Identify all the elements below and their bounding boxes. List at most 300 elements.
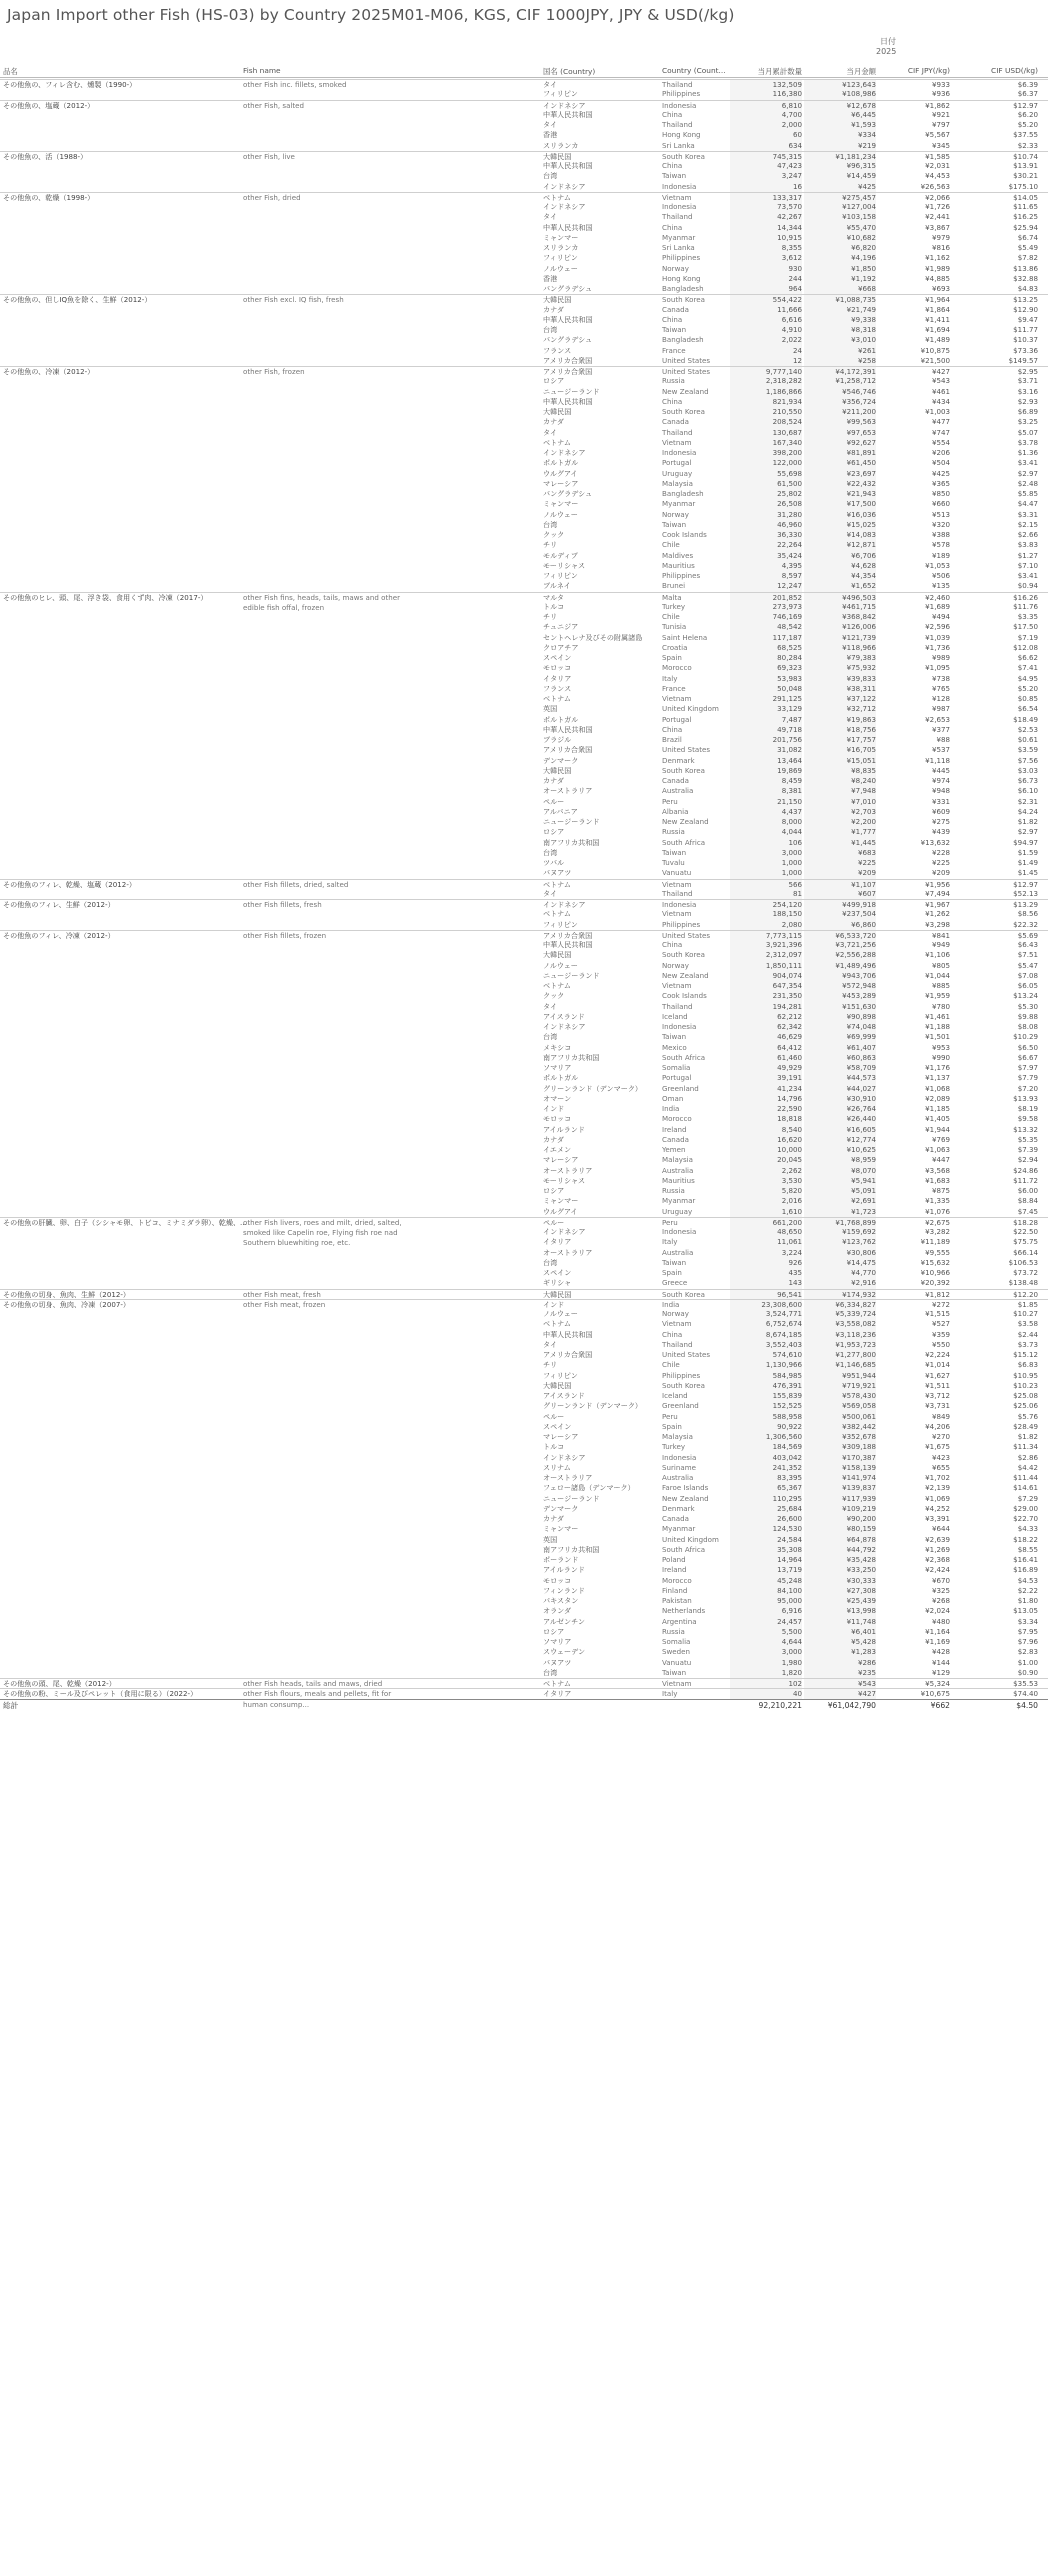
- table-row[interactable]: [0, 663, 1048, 673]
- country-en: Indonesia: [662, 202, 697, 211]
- table-row[interactable]: [0, 397, 1048, 407]
- table-row[interactable]: [0, 325, 1048, 335]
- table-row[interactable]: [0, 1442, 1048, 1452]
- cif-jpy: ¥850: [931, 489, 950, 498]
- table-row[interactable]: [0, 1504, 1048, 1514]
- table-row[interactable]: [0, 1084, 1048, 1094]
- quantity: 155,839: [730, 1391, 802, 1401]
- table-row[interactable]: [0, 1135, 1048, 1145]
- country-jp: ブラジル: [543, 735, 572, 744]
- table-row[interactable]: [0, 1412, 1048, 1422]
- cif-usd: $7.95: [1017, 1626, 1038, 1636]
- col-country-en[interactable]: Country (Count...: [662, 66, 726, 75]
- cif-usd: $94.97: [1013, 837, 1038, 847]
- table-row[interactable]: [0, 448, 1048, 458]
- col-product-name-jp[interactable]: 品名: [3, 67, 18, 76]
- value: ¥683: [804, 848, 876, 858]
- value: ¥99,563: [804, 417, 876, 427]
- cif-jpy: ¥2,031: [925, 161, 950, 170]
- table-row[interactable]: [0, 1576, 1048, 1586]
- country-en: Spain: [662, 653, 682, 662]
- country-jp: 香港: [543, 273, 558, 283]
- table-row[interactable]: [0, 1032, 1048, 1042]
- table-row[interactable]: [0, 1125, 1048, 1135]
- table-row[interactable]: [0, 1668, 1048, 1678]
- table-row[interactable]: [0, 1114, 1048, 1124]
- table-row[interactable]: [0, 1012, 1048, 1022]
- table-row[interactable]: [0, 1053, 1048, 1063]
- table-row[interactable]: [0, 930, 1048, 940]
- country-en: Norway: [662, 263, 689, 273]
- table-row[interactable]: [0, 520, 1048, 530]
- country-jp: ミャンマー: [543, 232, 579, 242]
- quantity: 574,610: [730, 1350, 802, 1360]
- value: ¥352,678: [804, 1432, 876, 1442]
- fish-name: other Fish, live: [243, 151, 295, 161]
- value: ¥15,051: [804, 756, 876, 766]
- table-row[interactable]: [0, 192, 1048, 202]
- table-row[interactable]: [0, 715, 1048, 725]
- table-row[interactable]: [0, 797, 1048, 807]
- quantity: 46,629: [730, 1032, 802, 1042]
- quantity: 3,247: [730, 171, 802, 181]
- table-row[interactable]: [0, 1535, 1048, 1545]
- country-jp: ペルー: [543, 1217, 565, 1227]
- cif-usd: $175.10: [1008, 181, 1038, 191]
- table-row[interactable]: [0, 1494, 1048, 1504]
- table-row[interactable]: [0, 643, 1048, 653]
- table-row[interactable]: [0, 1473, 1048, 1483]
- table-row[interactable]: [0, 438, 1048, 448]
- table-row[interactable]: [0, 274, 1048, 284]
- product-name-jp: その他魚のヒレ、頭、尾、浮き袋、食用くず肉、冷凍（2017-）: [3, 592, 208, 602]
- country-jp: 台湾: [543, 847, 558, 857]
- table-row[interactable]: [0, 223, 1048, 233]
- value: ¥13,998: [804, 1606, 876, 1616]
- quantity: 47,423: [730, 161, 802, 171]
- cif-usd: $35.53: [1013, 1679, 1038, 1688]
- country-en: Pakistan: [662, 1596, 692, 1605]
- country-jp: ベトナム: [543, 694, 572, 703]
- value: ¥117,939: [804, 1494, 876, 1504]
- table-row[interactable]: [0, 110, 1048, 120]
- table-row[interactable]: [0, 817, 1048, 827]
- quantity: 18,818: [730, 1114, 802, 1124]
- country-jp: インドネシア: [543, 1227, 586, 1236]
- cif-jpy: ¥1,967: [925, 900, 950, 909]
- country-en: Norway: [662, 960, 689, 970]
- table-row[interactable]: [0, 786, 1048, 796]
- table-row[interactable]: [0, 243, 1048, 253]
- quantity: 2,318,282: [730, 376, 802, 386]
- table-row[interactable]: [0, 1022, 1048, 1032]
- country-jp: 台湾: [543, 325, 558, 334]
- table-row[interactable]: [0, 684, 1048, 694]
- cif-usd: $13.91: [1013, 161, 1038, 170]
- cif-jpy: ¥494: [931, 612, 950, 621]
- country-jp: ロシア: [543, 376, 565, 386]
- table-row[interactable]: [0, 305, 1048, 315]
- table-row[interactable]: [0, 120, 1048, 130]
- value: ¥17,500: [804, 499, 876, 509]
- cif-usd: $4.47: [1017, 499, 1038, 509]
- table-row[interactable]: [0, 1002, 1048, 1012]
- country-en: Thailand: [662, 1339, 693, 1349]
- col-cif-jpy[interactable]: CIF JPY(/kg): [907, 66, 950, 75]
- table-row[interactable]: [0, 499, 1048, 509]
- country-en: Argentina: [662, 1616, 697, 1626]
- cif-usd: $3.25: [1017, 417, 1038, 427]
- country-en: Uruguay: [662, 1206, 693, 1216]
- table-row[interactable]: [0, 1617, 1048, 1627]
- table-row[interactable]: [0, 725, 1048, 735]
- country-en: Canada: [662, 1134, 689, 1144]
- country-en: Bangladesh: [662, 335, 704, 345]
- quantity: 61,460: [730, 1053, 802, 1063]
- country-jp: 大韓民国: [543, 765, 572, 775]
- cif-jpy: ¥2,639: [925, 1534, 950, 1544]
- quantity: 7,773,115: [730, 931, 802, 941]
- cif-usd: $9.58: [1017, 1114, 1038, 1124]
- table-row[interactable]: [0, 633, 1048, 643]
- table-row[interactable]: [0, 674, 1048, 684]
- table-row[interactable]: [0, 151, 1048, 161]
- country-jp: タイ: [543, 120, 558, 129]
- table-row[interactable]: [0, 294, 1048, 304]
- table-row[interactable]: [0, 889, 1048, 899]
- fish-name: other Fish inc. fillets, smoked: [243, 80, 347, 89]
- table-row[interactable]: [0, 1483, 1048, 1493]
- table-row[interactable]: [0, 1627, 1048, 1637]
- product-name-jp: その他魚の、活（1988-）: [3, 151, 88, 161]
- cif-jpy: ¥427: [931, 367, 950, 376]
- quantity: 83,395: [730, 1473, 802, 1483]
- value: ¥9,338: [804, 315, 876, 325]
- cif-jpy: ¥506: [931, 571, 950, 580]
- cif-jpy: ¥144: [931, 1657, 950, 1667]
- table-row[interactable]: [0, 1237, 1048, 1247]
- cif-usd: $12.97: [1013, 879, 1038, 889]
- table-row[interactable]: [0, 1565, 1048, 1575]
- quantity: 124,530: [730, 1524, 802, 1534]
- table-row[interactable]: [0, 776, 1048, 786]
- table-row[interactable]: [0, 879, 1048, 889]
- cif-usd: $106.53: [1008, 1257, 1038, 1267]
- table-row[interactable]: [0, 366, 1048, 376]
- cif-jpy: ¥660: [931, 499, 950, 509]
- table-row[interactable]: [0, 735, 1048, 745]
- cif-jpy: ¥189: [931, 550, 950, 560]
- value: ¥543: [804, 1679, 876, 1689]
- table-row[interactable]: [0, 1524, 1048, 1534]
- country-en: Denmark: [662, 1503, 695, 1513]
- product-name-jp: その他魚の、但しIQ魚を除く、生鮮（2012-）: [3, 295, 152, 305]
- table-row[interactable]: [0, 1207, 1048, 1217]
- table-row[interactable]: [0, 1463, 1048, 1473]
- table-row[interactable]: [0, 284, 1048, 294]
- table-row[interactable]: [0, 469, 1048, 479]
- table-row[interactable]: [0, 1166, 1048, 1176]
- cif-usd: $37.55: [1013, 130, 1038, 140]
- table-row[interactable]: [0, 458, 1048, 468]
- quantity: 81: [730, 889, 802, 899]
- table-row[interactable]: [0, 940, 1048, 950]
- table-row[interactable]: [0, 428, 1048, 438]
- country-en: Australia: [662, 1473, 694, 1482]
- table-row[interactable]: [0, 551, 1048, 561]
- table-row[interactable]: [0, 1227, 1048, 1237]
- cif-jpy: ¥331: [931, 796, 950, 806]
- table-row[interactable]: [0, 1555, 1048, 1565]
- table-row[interactable]: [0, 1647, 1048, 1657]
- table-row[interactable]: [0, 1422, 1048, 1432]
- table-row[interactable]: [0, 1248, 1048, 1258]
- country-jp: バングラデシュ: [543, 489, 593, 498]
- table-row[interactable]: [0, 1350, 1048, 1360]
- cif-jpy: ¥128: [931, 694, 950, 703]
- table-row[interactable]: [0, 530, 1048, 540]
- table-row[interactable]: [0, 1606, 1048, 1616]
- cif-jpy: ¥1,864: [925, 304, 950, 314]
- table-row[interactable]: [0, 1340, 1048, 1350]
- table-row[interactable]: [0, 920, 1048, 930]
- table-row[interactable]: [0, 622, 1048, 632]
- table-row[interactable]: [0, 182, 1048, 192]
- country-en: India: [662, 1104, 680, 1113]
- country-jp: フランス: [543, 345, 572, 355]
- table-row[interactable]: [0, 233, 1048, 243]
- table-row[interactable]: [0, 479, 1048, 489]
- table-row[interactable]: [0, 89, 1048, 99]
- col-country-jp[interactable]: 国名 (Country): [543, 67, 596, 76]
- cif-usd: $4.95: [1017, 673, 1038, 683]
- table-row[interactable]: [0, 745, 1048, 755]
- value: ¥30,806: [804, 1248, 876, 1258]
- table-row[interactable]: [0, 1330, 1048, 1340]
- table-row[interactable]: [0, 981, 1048, 991]
- table-row[interactable]: [0, 1063, 1048, 1073]
- fish-name: other Fish, frozen: [243, 367, 305, 376]
- table-row[interactable]: [0, 202, 1048, 212]
- cif-usd: $6.37: [1017, 89, 1038, 99]
- table-row[interactable]: [0, 950, 1048, 960]
- table-row[interactable]: [0, 264, 1048, 274]
- country-en: Chile: [662, 1360, 680, 1370]
- value: ¥123,762: [804, 1237, 876, 1247]
- value: ¥1,146,685: [804, 1360, 876, 1370]
- table-row[interactable]: [0, 540, 1048, 550]
- table-row[interactable]: [0, 1319, 1048, 1329]
- table-row[interactable]: [0, 1453, 1048, 1463]
- table-row[interactable]: [0, 356, 1048, 366]
- table-row[interactable]: [0, 1401, 1048, 1411]
- table-row[interactable]: [0, 1586, 1048, 1596]
- table-row[interactable]: [0, 376, 1048, 386]
- table-row[interactable]: [0, 1104, 1048, 1114]
- table-row[interactable]: [0, 899, 1048, 909]
- cif-usd: $7.41: [1017, 663, 1038, 673]
- table-row[interactable]: [0, 1155, 1048, 1165]
- country-en: Canada: [662, 776, 689, 785]
- table-row[interactable]: [0, 1371, 1048, 1381]
- country-en: South Korea: [662, 950, 705, 960]
- table-row[interactable]: [0, 561, 1048, 571]
- table-row[interactable]: [0, 315, 1048, 325]
- table-row[interactable]: [0, 961, 1048, 971]
- value: ¥21,749: [804, 305, 876, 315]
- table-row[interactable]: [0, 1381, 1048, 1391]
- quantity: 194,281: [730, 1002, 802, 1012]
- table-row[interactable]: [0, 141, 1048, 151]
- cif-usd: $0.94: [1017, 581, 1038, 591]
- value: ¥5,428: [804, 1637, 876, 1647]
- table-row[interactable]: [0, 1637, 1048, 1647]
- table-row[interactable]: [0, 1145, 1048, 1155]
- table-row[interactable]: [0, 1545, 1048, 1555]
- country-jp: 中華人民共和国: [543, 314, 593, 324]
- table-row[interactable]: [0, 766, 1048, 776]
- table-row[interactable]: [0, 510, 1048, 520]
- table-row[interactable]: [0, 335, 1048, 345]
- table-row[interactable]: [0, 1391, 1048, 1401]
- quantity: 62,212: [730, 1012, 802, 1022]
- quantity: 7,487: [730, 715, 802, 725]
- value: ¥261: [804, 346, 876, 356]
- table-row[interactable]: [0, 1176, 1048, 1186]
- table-row[interactable]: [0, 602, 1048, 612]
- value: ¥237,504: [804, 909, 876, 919]
- quantity: 588,958: [730, 1412, 802, 1422]
- table-row[interactable]: [0, 1299, 1048, 1309]
- cif-jpy: ¥480: [931, 1616, 950, 1626]
- country-en: Vietnam: [662, 981, 692, 990]
- table-row[interactable]: [0, 612, 1048, 622]
- quantity: 3,224: [730, 1248, 802, 1258]
- table-row[interactable]: [0, 694, 1048, 704]
- table-row[interactable]: [0, 417, 1048, 427]
- table-row[interactable]: [0, 704, 1048, 714]
- table-row[interactable]: [0, 1596, 1048, 1606]
- table-row[interactable]: [0, 653, 1048, 663]
- quantity: 26,600: [730, 1514, 802, 1524]
- table-row[interactable]: [0, 1258, 1048, 1268]
- table-row[interactable]: [0, 838, 1048, 848]
- country-en: Greenland: [662, 1401, 699, 1411]
- country-en: United States: [662, 1350, 711, 1359]
- country-jp: 中華人民共和国: [543, 1329, 593, 1339]
- value: ¥14,459: [804, 171, 876, 181]
- country-jp: スリナム: [543, 1462, 571, 1472]
- cif-jpy: ¥4,453: [925, 171, 950, 181]
- table-row[interactable]: [0, 79, 1048, 89]
- cif-usd: $18.22: [1013, 1534, 1038, 1544]
- cif-usd: $3.58: [1017, 1319, 1038, 1329]
- table-row[interactable]: [0, 868, 1048, 878]
- cif-usd: $2.31: [1017, 796, 1038, 806]
- country-jp: 英国: [543, 704, 558, 714]
- table-row[interactable]: [0, 756, 1048, 766]
- table-row[interactable]: [0, 1196, 1048, 1206]
- table-row[interactable]: [0, 1278, 1048, 1288]
- quantity: 31,280: [730, 510, 802, 520]
- country-en: Myanmar: [662, 1196, 696, 1206]
- country-en: Greece: [662, 1278, 688, 1288]
- cif-usd: $3.71: [1017, 376, 1038, 386]
- table-row[interactable]: [0, 1309, 1048, 1319]
- table-row[interactable]: [0, 909, 1048, 919]
- table-row[interactable]: [0, 1268, 1048, 1278]
- table-row[interactable]: [0, 253, 1048, 263]
- table-row[interactable]: [0, 212, 1048, 222]
- table-row[interactable]: [0, 387, 1048, 397]
- table-row[interactable]: [0, 1360, 1048, 1370]
- table-row[interactable]: [0, 827, 1048, 837]
- cif-jpy: ¥1,726: [925, 202, 950, 211]
- table-row[interactable]: [0, 1186, 1048, 1196]
- country-en: Norway: [662, 509, 689, 519]
- country-en: Norway: [662, 1309, 689, 1318]
- value: ¥21,943: [804, 489, 876, 499]
- table-row[interactable]: [0, 130, 1048, 140]
- table-row[interactable]: [0, 489, 1048, 499]
- table-row[interactable]: [0, 848, 1048, 858]
- table-row[interactable]: [0, 161, 1048, 171]
- table-row[interactable]: [0, 858, 1048, 868]
- table-row[interactable]: [0, 971, 1048, 981]
- table-row[interactable]: [0, 1432, 1048, 1442]
- value: ¥158,139: [804, 1463, 876, 1473]
- table-row[interactable]: [0, 407, 1048, 417]
- country-jp: インドネシア: [543, 1452, 586, 1462]
- country-jp: ベトナム: [543, 1319, 572, 1329]
- table-row[interactable]: [0, 1073, 1048, 1083]
- cif-usd: $1.59: [1017, 847, 1038, 857]
- table-row[interactable]: [0, 1514, 1048, 1524]
- col-value[interactable]: 当月金額: [846, 67, 876, 76]
- table-row[interactable]: [0, 1289, 1048, 1299]
- col-fish-name[interactable]: Fish name: [243, 66, 281, 75]
- quantity: 2,262: [730, 1166, 802, 1176]
- cif-jpy: ¥1,044: [925, 970, 950, 980]
- cif-jpy: ¥543: [931, 376, 950, 386]
- col-quantity[interactable]: 当月累計数量: [757, 67, 802, 76]
- table-row[interactable]: [0, 991, 1048, 1001]
- country-jp: ニュージーランド: [543, 1493, 600, 1503]
- quantity: 40: [730, 1689, 802, 1699]
- country-jp: 台湾: [543, 1257, 558, 1267]
- table-row[interactable]: [0, 100, 1048, 110]
- value: ¥127,004: [804, 202, 876, 212]
- table-row[interactable]: [0, 1658, 1048, 1668]
- cif-usd: $12.08: [1013, 642, 1038, 652]
- table-row[interactable]: [0, 581, 1048, 591]
- quantity: 746,169: [730, 612, 802, 622]
- table-row[interactable]: [0, 171, 1048, 181]
- table-row[interactable]: [0, 1043, 1048, 1053]
- value: ¥453,289: [804, 991, 876, 1001]
- table-row[interactable]: [0, 571, 1048, 581]
- country-jp: 大韓民国: [543, 407, 572, 416]
- cif-usd: $30.21: [1013, 171, 1038, 181]
- col-cif-usd[interactable]: CIF USD(/kg): [991, 66, 1038, 75]
- table-row[interactable]: [0, 807, 1048, 817]
- cif-usd: $16.41: [1013, 1555, 1038, 1564]
- table-row[interactable]: [0, 346, 1048, 356]
- cif-jpy: ¥425: [931, 468, 950, 478]
- table-row[interactable]: [0, 1678, 1048, 1688]
- cif-jpy: ¥1,162: [925, 253, 950, 263]
- table-row[interactable]: [0, 1094, 1048, 1104]
